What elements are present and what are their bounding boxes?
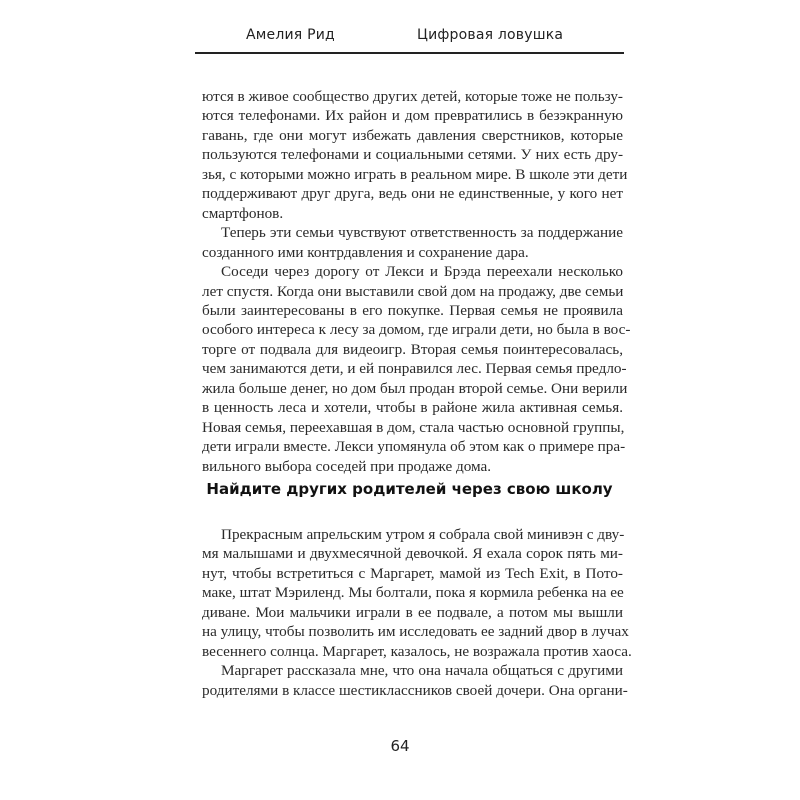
text-line: были заинтересованы в его покупке. Первая семья не проявила [202, 301, 623, 319]
text-line: ются в живое сообщество других детей, которые тоже не пользу- [202, 88, 623, 105]
text-line: торге от подвала для видеоигр. Вторая семья поинтересовалась, [202, 340, 623, 358]
text-line: пользуются телефонами и социальными сетями. У них есть дру- [202, 146, 623, 164]
text-line: маке, штат Мэриленд. Мы болтали, пока я кормила ребенка на ее [202, 584, 624, 602]
text-line: родителями в классе шестиклассников своей дочери. Она органи- [202, 681, 628, 699]
body-text-bottom [202, 525, 632, 700]
header-rule [195, 52, 624, 54]
text-line: чем занимаются дети, и ей понравился лес. Первая семья предло- [202, 360, 627, 378]
text-line: Новая семья, переехавшая в дом, стала частью основной группы, [202, 418, 625, 436]
text-line: дети играли вместе. Лекси упомянула об этом как о примере пра- [202, 438, 626, 456]
text-line: мя малышами и двухмесячной девочкой. Я ехала сорок пять ми- [202, 545, 623, 563]
running-header-author: Амелия Рид [246, 27, 335, 43]
text-line: весеннего солнца. Маргарет, казалось, не возражала против хаоса. [202, 642, 632, 660]
section-heading: Найдите других родителей через свою школу [206, 480, 613, 498]
text-line: вильного выбора соседей при продаже дома. [202, 457, 492, 475]
text-line: зья, с которыми можно играть в реальном мире. В школе эти дети [202, 165, 628, 183]
text-line: Теперь эти семьи чувствуют ответственность за поддержание [221, 224, 623, 242]
text-line: нут, чтобы встретиться с Маргарет, мамой из Tech Exit, в Пото- [202, 564, 623, 582]
text-line: жила больше денег, но дом был продан второй семье. Они верили [202, 379, 628, 397]
text-line: особого интереса к лесу за домом, где играли дети, но была в вос- [202, 321, 631, 339]
body-text-top [202, 87, 631, 476]
text-line: в ценность леса и хотели, чтобы в районе жила активная семья. [202, 399, 623, 417]
text-line: смартфонов. [202, 204, 284, 222]
text-line: диване. Мои мальчики играли в ее подвале, а потом мы вышли [202, 603, 623, 621]
running-header-book-title: Цифровая ловушка [417, 27, 564, 43]
text-line: гавань, где они могут избежать давления сверстников, которые [202, 126, 623, 144]
text-line: Прекрасным апрельским утром я собрала свой минивэн с дву- [221, 526, 625, 543]
text-line: поддерживают друг друга, ведь они не единственные, у кого нет [202, 185, 623, 203]
page-number: 64 [390, 737, 410, 755]
text-line: Маргарет рассказала мне, что она начала общаться с другими [221, 662, 623, 680]
text-line: Соседи через дорогу от Лекси и Брэда переехали несколько [221, 263, 623, 281]
text-line: лет спустя. Когда они выставили свой дом на продажу, две семьи [202, 282, 624, 300]
text-line: ются телефонами. Их район и дом превратились в безэкранную [202, 107, 623, 125]
text-line: созданного ими контрдавления и сохранение дара. [202, 243, 529, 261]
text-line: на улицу, чтобы позволить им исследовать ее задний двор в лучах [202, 623, 629, 641]
